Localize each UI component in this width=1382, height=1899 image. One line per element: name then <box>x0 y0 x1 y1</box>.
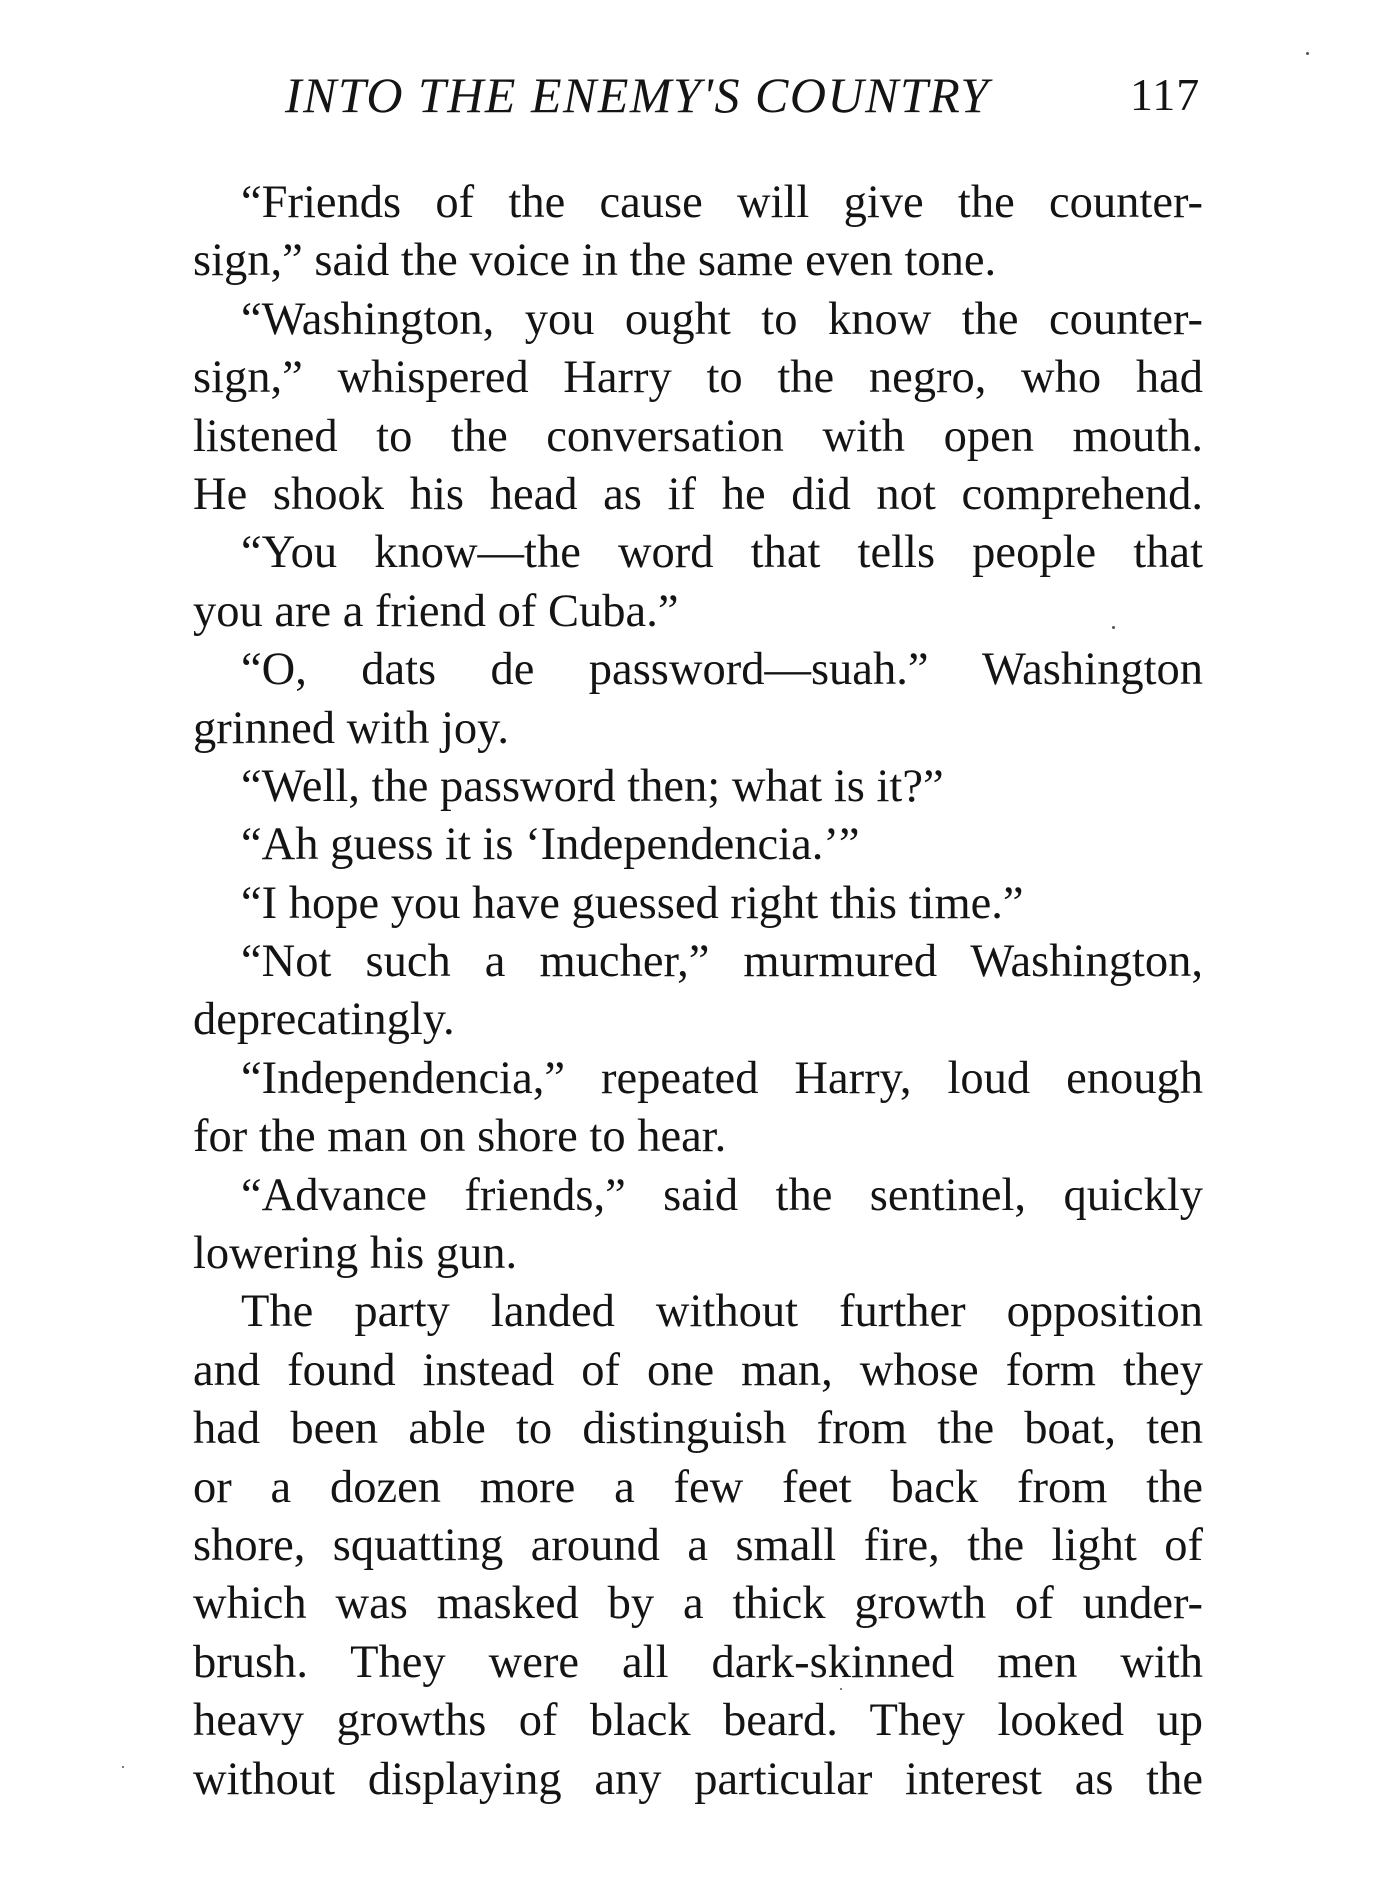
running-head <box>285 60 1215 130</box>
text-line: grinned with joy. <box>193 702 509 754</box>
text-line: “O, dats de password—suah.” Washington <box>241 644 1203 696</box>
text-line: “Well, the password then; what is it?” <box>241 760 944 812</box>
text-line: The party landed without further opposition <box>241 1286 1203 1338</box>
scan-speck <box>122 1766 124 1768</box>
text-line: “Independencia,” repeated Harry, loud enough <box>241 1052 1203 1104</box>
text-line: deprecatingly. <box>193 994 455 1046</box>
scan-speck <box>1306 52 1309 55</box>
text-line: lowering his gun. <box>193 1228 518 1280</box>
text-line: you are a friend of Cuba.” <box>193 585 679 637</box>
scan-speck <box>840 1688 842 1690</box>
text-line: for the man on shore to hear. <box>193 1111 727 1163</box>
running-head-title: INTO THE ENEMY'S COUNTRY <box>285 67 990 123</box>
text-line: which was masked by a thick growth of under- <box>193 1578 1203 1630</box>
body-text <box>193 174 1203 1809</box>
text-line: had been able to distinguish from the boat, ten <box>193 1403 1203 1455</box>
text-line: or a dozen more a few feet back from the <box>193 1461 1203 1513</box>
text-line: “Friends of the cause will give the counter- <box>241 177 1203 228</box>
text-line: brush. They were all dark-skinned men with <box>193 1636 1203 1688</box>
page-number: 117 <box>1130 69 1201 120</box>
text-line: “You know—the word that tells people that <box>241 527 1203 579</box>
text-line: without displaying any particular interest as the <box>193 1753 1203 1805</box>
text-line: sign,” whispered Harry to the negro, who had <box>193 352 1203 404</box>
text-line: “Ah guess it is ‘Independencia.’” <box>241 819 860 871</box>
text-line: sign,” said the voice in the same even tone. <box>193 235 997 287</box>
text-line: and found instead of one man, whose form they <box>193 1344 1203 1396</box>
text-line: listened to the conversation with open mouth. <box>193 410 1203 462</box>
text-line: “Advance friends,” said the sentinel, quickly <box>241 1169 1203 1221</box>
text-line: “Not such a mucher,” murmured Washington, <box>241 936 1203 988</box>
text-line: “I hope you have guessed right this time.” <box>241 877 1024 929</box>
text-line: shore, squatting around a small fire, the light of <box>193 1519 1203 1571</box>
text-line: “Washington, you ought to know the counter- <box>241 293 1203 345</box>
text-line: He shook his head as if he did not comprehend. <box>193 468 1203 520</box>
text-line: heavy growths of black beard. They looked up <box>193 1695 1203 1747</box>
scan-speck <box>1112 626 1115 629</box>
